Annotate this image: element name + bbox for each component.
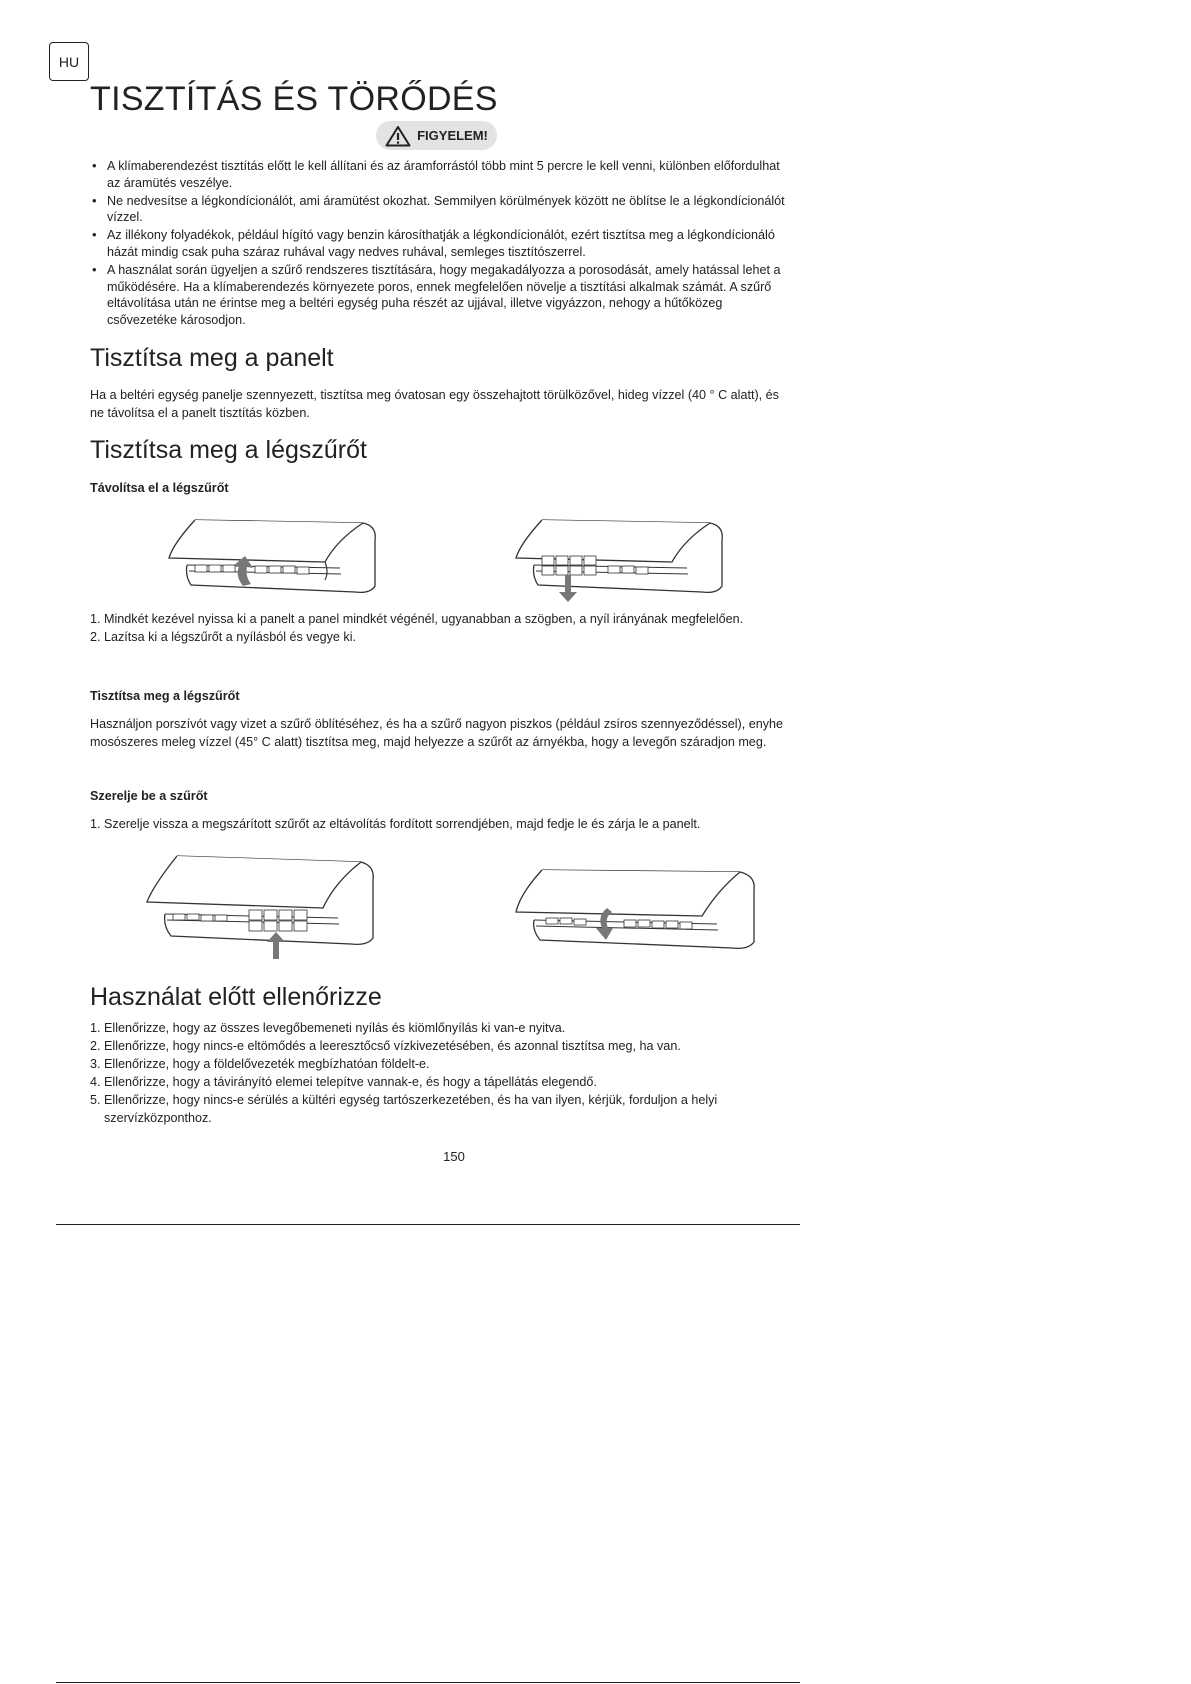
subheading-remove-filter: Távolítsa el a légszűrőt [90,481,229,495]
section-heading-filter: Tisztítsa meg a légszűrőt [90,436,367,464]
bullet-item: • Az illékony folyadékok, például hígító vagy benzin károsíthatják a légkondícionálót, ezért tisztítsa meg a légkondícionáló házát mindig csak puha száraz ruhával vagy nedves ruhával, semleges tisztítószerrel. [90,227,790,261]
list-item [90,1055,790,1073]
page-title: TISZTÍTÁS ÉS TÖRŐDÉS [90,80,498,118]
language-badge: HU [49,42,89,81]
bullet-item: • A használat során ügyeljen a szűrő rendszeres tisztítására, hogy megakadályozza a porosodását, amely hatással lehet a működésére. Ha a klímaberendezés környezete poros, ennek megfelelően növelje a tisztítási alkalmak számát. A szűrő eltávolítása után ne érintse meg a beltéri egység puha részét az ujjával, illetve vigyázzon, nehogy a hűtőközeg csővezetéke károsodjon. [90,262,790,329]
ac-filter-removal-illustration [512,510,727,605]
step-number: 3. [90,1057,101,1071]
remove-steps-list [90,610,790,646]
section-heading-panel: Tisztítsa meg a panelt [90,344,334,372]
step-text: Ellenőrizze, hogy nincs-e eltömődés a leeresztőcső vízkivezetésében, és azonnal tisztítsa meg, ha van. [104,1039,681,1053]
clean-filter-text: Használjon porszívót vagy vizet a szűrő öblítéséhez, és ha a szűrő nagyon piszkos (például zsíros szennyeződéssel), enyhe mosószeres meleg vízzel (45° C alatt) tisztítsa meg, majd helyezze a szűrőt az árnyékba, hogy a levegőn száradjon meg. [90,717,784,749]
list-item [90,1091,790,1127]
step-text: Lazítsa ki a légszűrőt a nyílásból és vegye ki. [104,630,357,644]
warning-badge [376,121,497,150]
list-item [90,610,790,628]
subheading-install-filter: Szerelje be a szűrőt [90,789,208,803]
page-number: 150 [443,1149,465,1164]
step-number: 5. [90,1093,101,1107]
list-item [90,628,790,646]
step-text: Ellenőrizze, hogy a földelővezeték megbízhatóan földelt-e. [104,1057,430,1071]
ac-open-panel-illustration [165,510,380,600]
divider-line [56,1224,800,1225]
ac-filter-install-illustration [143,852,378,960]
step-text: Szerelje vissza a megszárított szűrőt az eltávolítás fordított sorrendjében, majd fedje le és zárja le a panelt. [104,817,701,831]
bullet-item: • A klímaberendezést tisztítás előtt le kell állítani és az áramforrástól több mint 5 percre le kell venni, különben előfordulhat az áramütés veszélye. [90,158,790,192]
check-steps-list [90,1019,790,1127]
step-text: Ellenőrizze, hogy az összes levegőbemeneti nyílás és kiömlőnyílás ki van-e nyitva. [104,1021,566,1035]
subheading-clean-filter: Tisztítsa meg a légszűrőt [90,689,240,703]
step-number: 4. [90,1075,101,1089]
step-text: Ellenőrizze, hogy a távirányító elemei telepítve vannak-e, és hogy a tápellátás elegendő. [104,1075,597,1089]
bullet-item: • Ne nedvesítse a légkondícionálót, ami áramütést okozhat. Semmilyen körülmények között ne öblítse le a légkondícionálót vízzel. [90,193,790,227]
step-number: 1. [90,612,101,626]
step-number: 1. [90,817,101,831]
warning-label: FIGYELEM! [417,128,488,143]
warning-bullet-list [90,158,790,330]
list-item [90,1037,790,1055]
step-number: 1. [90,1021,101,1035]
step-number: 2. [90,1039,101,1053]
list-item [90,1073,790,1091]
step-text: Ellenőrizze, hogy nincs-e sérülés a kültéri egység tartószerkezetében, és ha van ilyen, kérjük, forduljon a helyi szervízközponthoz. [104,1093,718,1125]
step-text: Mindkét kezével nyissa ki a panelt a panel mindkét végénél, ugyanabban a szögben, a nyíl irányának megfelelően. [104,612,744,626]
section-heading-check: Használat előtt ellenőrizze [90,983,382,1011]
warning-triangle-icon [385,125,411,147]
step-number: 2. [90,630,101,644]
panel-text: Ha a beltéri egység panelje szennyezett, tisztítsa meg óvatosan egy összehajtott törülközővel, hideg vízzel (40 ° C alatt), és ne távolítsa el a panelt tisztítás közben. [90,388,779,420]
list-item [90,815,790,833]
ac-close-panel-illustration [512,860,762,960]
list-item [90,1019,790,1037]
install-steps-list [90,815,790,833]
divider-line-bottom [56,1682,800,1683]
